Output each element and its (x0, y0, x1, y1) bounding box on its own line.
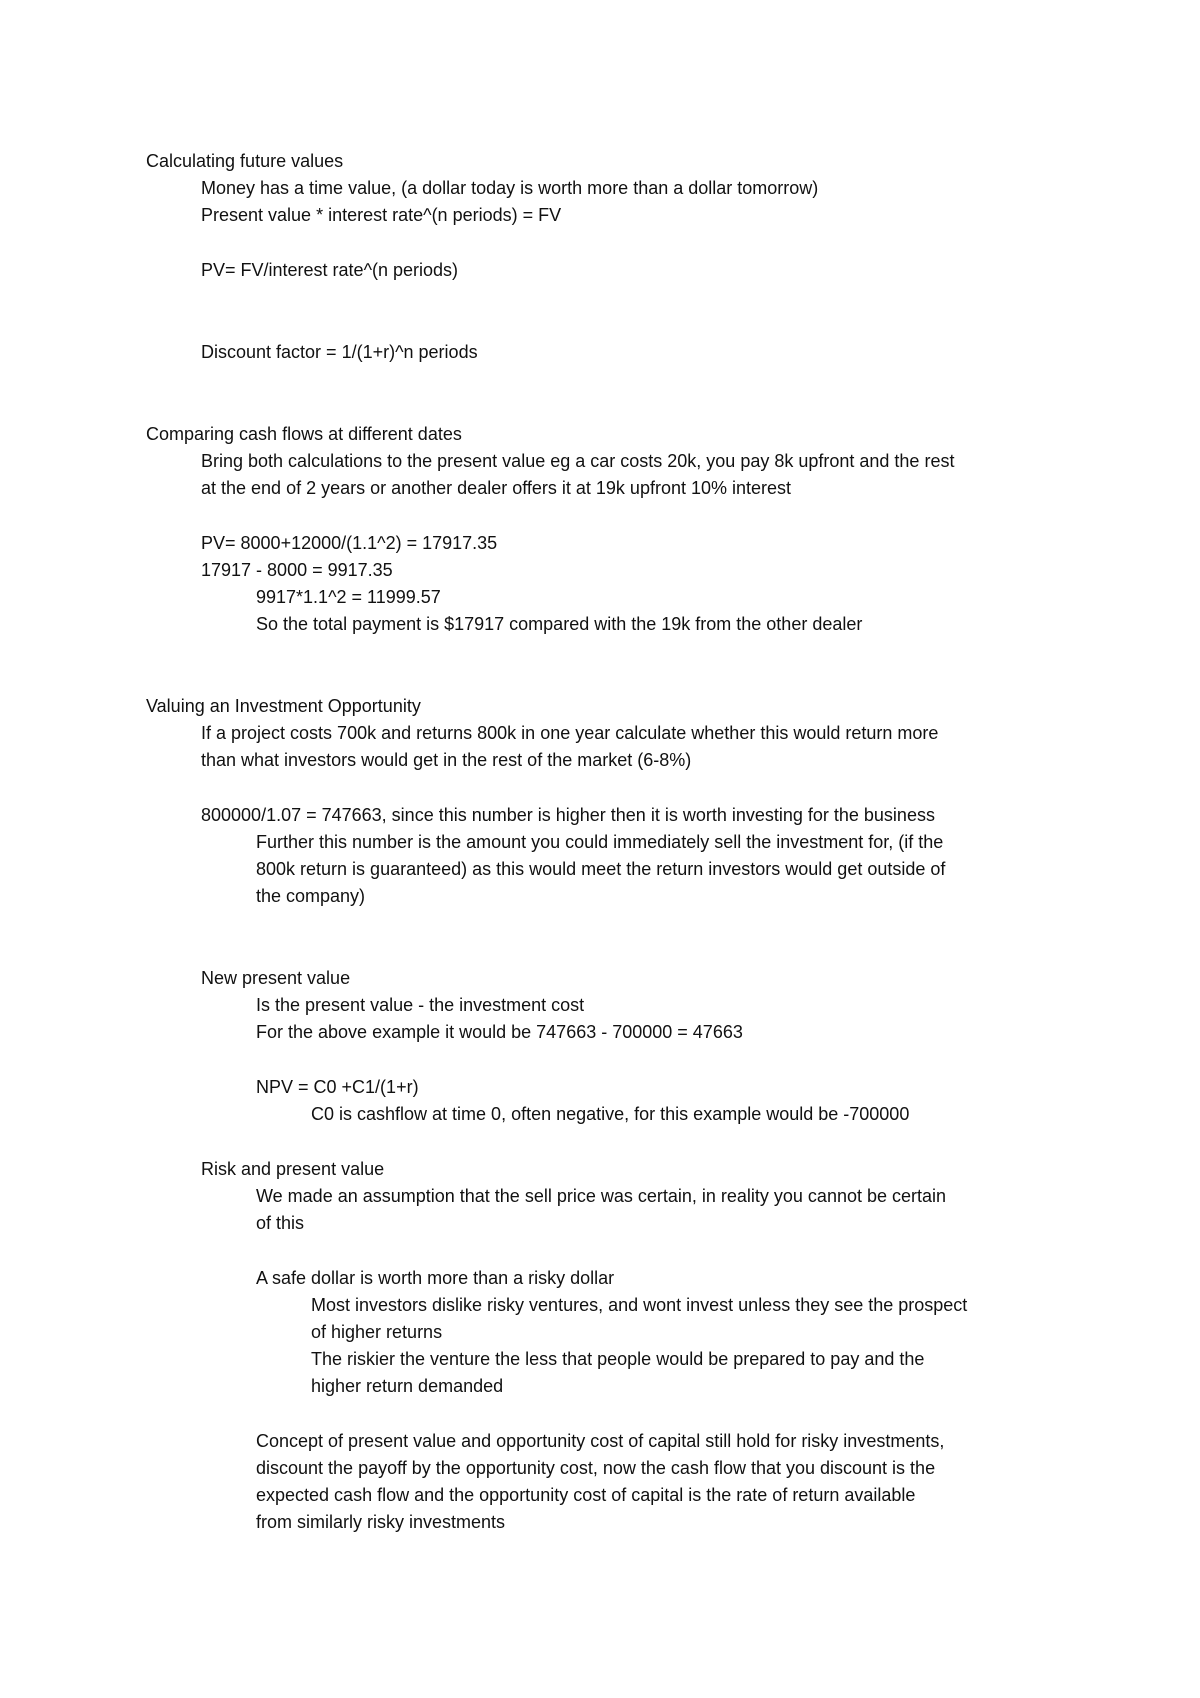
text-line: So the total payment is $17917 compared with the 19k from the other dealer (256, 614, 863, 634)
text-line: of higher returns (311, 1322, 443, 1342)
text-line: at the end of 2 years or another dealer offers it at 19k upfront 10% interest (201, 478, 792, 498)
text-line: Concept of present value and opportunity cost of capital still hold for risky investments, (256, 1431, 945, 1451)
heading-valuing-investment: Valuing an Investment Opportunity (146, 696, 421, 716)
heading-risk-and-present-value: Risk and present value (201, 1159, 385, 1179)
subheading-safe-dollar: A safe dollar is worth more than a risky dollar (256, 1268, 615, 1288)
text-line: C0 is cashflow at time 0, often negative, for this example would be -700000 (311, 1104, 910, 1124)
heading-calculating-future-values: Calculating future values (146, 151, 344, 171)
formula-line: 17917 - 8000 = 9917.35 (201, 560, 393, 580)
formula-line: NPV = C0 +C1/(1+r) (256, 1077, 419, 1097)
formula-line: 800000/1.07 = 747663, since this number is higher then it is worth investing for the business (201, 805, 935, 825)
text-line: of this (256, 1213, 305, 1233)
text-line: Bring both calculations to the present value eg a car costs 20k, you pay 8k upfront and the rest (201, 451, 955, 471)
text-line: than what investors would get in the rest of the market (6-8%) (201, 750, 692, 770)
text-line: 800k return is guaranteed) as this would meet the return investors would get outside of (256, 859, 946, 879)
text-line: Most investors dislike risky ventures, and wont invest unless they see the prospect (311, 1295, 968, 1315)
text-line: Money has a time value, (a dollar today is worth more than a dollar tomorrow) (201, 178, 819, 198)
text-line: discount the payoff by the opportunity cost, now the cash flow that you discount is the (256, 1458, 936, 1478)
formula-line: Present value * interest rate^(n periods) = FV (201, 205, 562, 225)
formula-line: Discount factor = 1/(1+r)^n periods (201, 342, 478, 362)
text-line: If a project costs 700k and returns 800k in one year calculate whether this would return more (201, 723, 939, 743)
formula-line: 9917*1.1^2 = 11999.57 (256, 587, 441, 607)
text-line: from similarly risky investments (256, 1512, 506, 1532)
text-line: higher return demanded (311, 1376, 504, 1396)
text-line: We made an assumption that the sell price was certain, in reality you cannot be certain (256, 1186, 947, 1206)
text-line: the company) (256, 886, 366, 906)
formula-line: PV= FV/interest rate^(n periods) (201, 260, 459, 280)
text-line: Further this number is the amount you could immediately sell the investment for, (if the (256, 832, 944, 852)
formula-line: PV= 8000+12000/(1.1^2) = 17917.35 (201, 533, 498, 553)
heading-comparing-cash-flows: Comparing cash flows at different dates (146, 424, 462, 444)
text-line: expected cash flow and the opportunity cost of capital is the rate of return available (256, 1485, 916, 1505)
heading-new-present-value: New present value (201, 968, 351, 988)
formula-line: For the above example it would be 747663 - 700000 = 47663 (256, 1022, 743, 1042)
text-line: Is the present value - the investment cost (256, 995, 585, 1015)
text-line: The riskier the venture the less that people would be prepared to pay and the (311, 1349, 925, 1369)
